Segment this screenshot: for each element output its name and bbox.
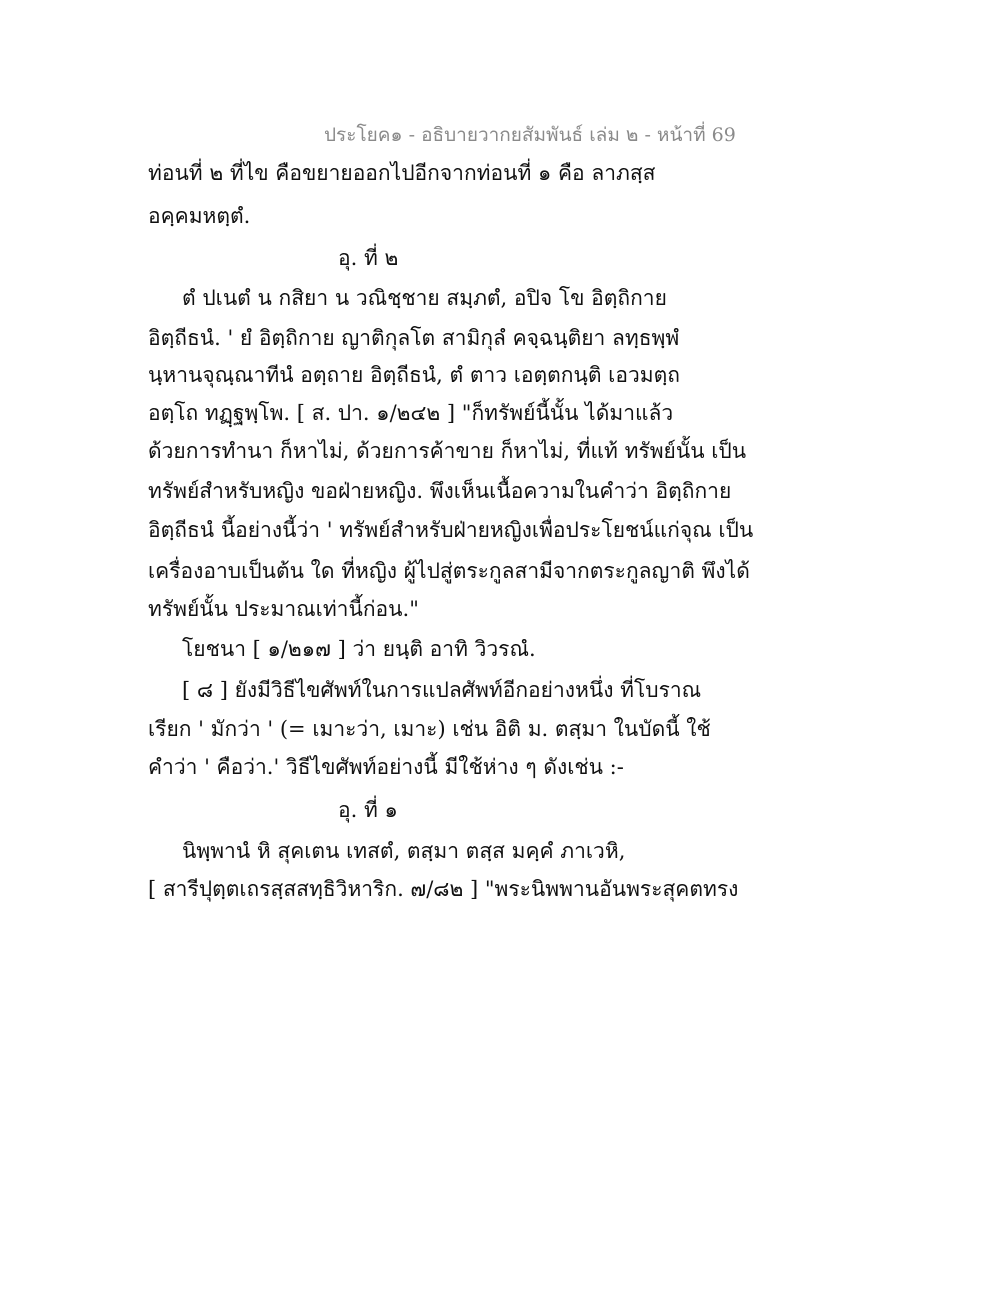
body-line: คำว่า ' คือว่า.' วิธีไขศัพท์อย่างนี้ มีใช้ห่าง ๆ ดังเช่น :- bbox=[148, 755, 624, 779]
body-line: ด้วยการทำนา ก็หาไม่, ด้วยการค้าขาย ก็หาไม่, ที่แท้ ทรัพย์นั้น เป็น bbox=[148, 439, 747, 463]
body-line: ทรัพย์สำหรับหญิง ขอฝ่ายหญิง. พึงเห็นเนื้อความในคำว่า อิตฺถิกาย bbox=[148, 479, 732, 503]
body-line: โยชนา [ ๑/๒๑๗ ] ว่า ยนฺติ อาทิ วิวรณํ. bbox=[182, 637, 536, 661]
body-line: ท่อนที่ ๒ ที่ไข คือขยายออกไปอีกจากท่อนที่ ๑ คือ ลาภสฺส bbox=[148, 161, 656, 185]
body-line: นิพฺพานํ หิ สุคเตน เทสตํ, ตสฺมา ตสฺส มคฺคํ ภาเวหิ, bbox=[182, 839, 626, 863]
body-line: อตฺโถ ทฏฺฐพฺโพ. [ ส. ปา. ๑/๒๔๒ ] "ก็ทรัพย์นี้นั้น ได้มาแล้ว bbox=[148, 401, 674, 425]
body-line: [ ๘ ] ยังมีวิธีไขศัพท์ในการแปลศัพท์อีกอย่างหนึ่ง ที่โบราณ bbox=[182, 678, 702, 702]
body-line: ตํ ปเนตํ น กสิยา น วณิชฺชาย สมฺภตํ, อปิจ โข อิตฺถิกาย bbox=[182, 286, 667, 310]
running-header: ประโยค๑ - อธิบายวากยสัมพันธ์ เล่ม ๒ - หน้าที่ 69 bbox=[324, 124, 736, 146]
body-line: ทรัพย์นั้น ประมาณเท่านี้ก่อน." bbox=[148, 597, 419, 621]
body-line: อคฺคมหตฺตํ. bbox=[148, 204, 251, 228]
body-line: อิตฺถีธนํ นี้อย่างนี้ว่า ' ทรัพย์สำหรับฝ่ายหญิงเพื่อประโยชน์แก่จุณ เป็น bbox=[148, 518, 754, 542]
body-line: เรียก ' มักว่า ' (= เมาะว่า, เมาะ) เช่น อิติ ม. ตสฺมา ในบัดนี้ ใช้ bbox=[148, 717, 711, 741]
body-line: อิตฺถีธนํ. ' ยํ อิตฺถิกาย ญาติกุลโต สามิกุลํ คจฺฉนฺติยา ลทฺธพฺพํ bbox=[148, 326, 680, 350]
body-line: นฺหานจุณฺณาทีนํ อตฺถาย อิตฺถีธนํ, ตํ ตาว เอตฺตกนฺติ เอวมตฺถ bbox=[148, 363, 680, 387]
body-line: เครื่องอาบเป็นต้น ใด ที่หญิง ผู้ไปสู่ตระกูลสามีจากตระกูลญาติ พึงได้ bbox=[148, 559, 750, 583]
example-heading: อุ. ที่ ๑ bbox=[338, 798, 398, 822]
body-line: [ สารีปุตฺตเถรสฺสสทฺธิวิหาริก. ๗/๘๒ ] "พระนิพพานอันพระสุคตทรง bbox=[148, 877, 739, 901]
example-heading: อุ. ที่ ๒ bbox=[338, 246, 399, 270]
